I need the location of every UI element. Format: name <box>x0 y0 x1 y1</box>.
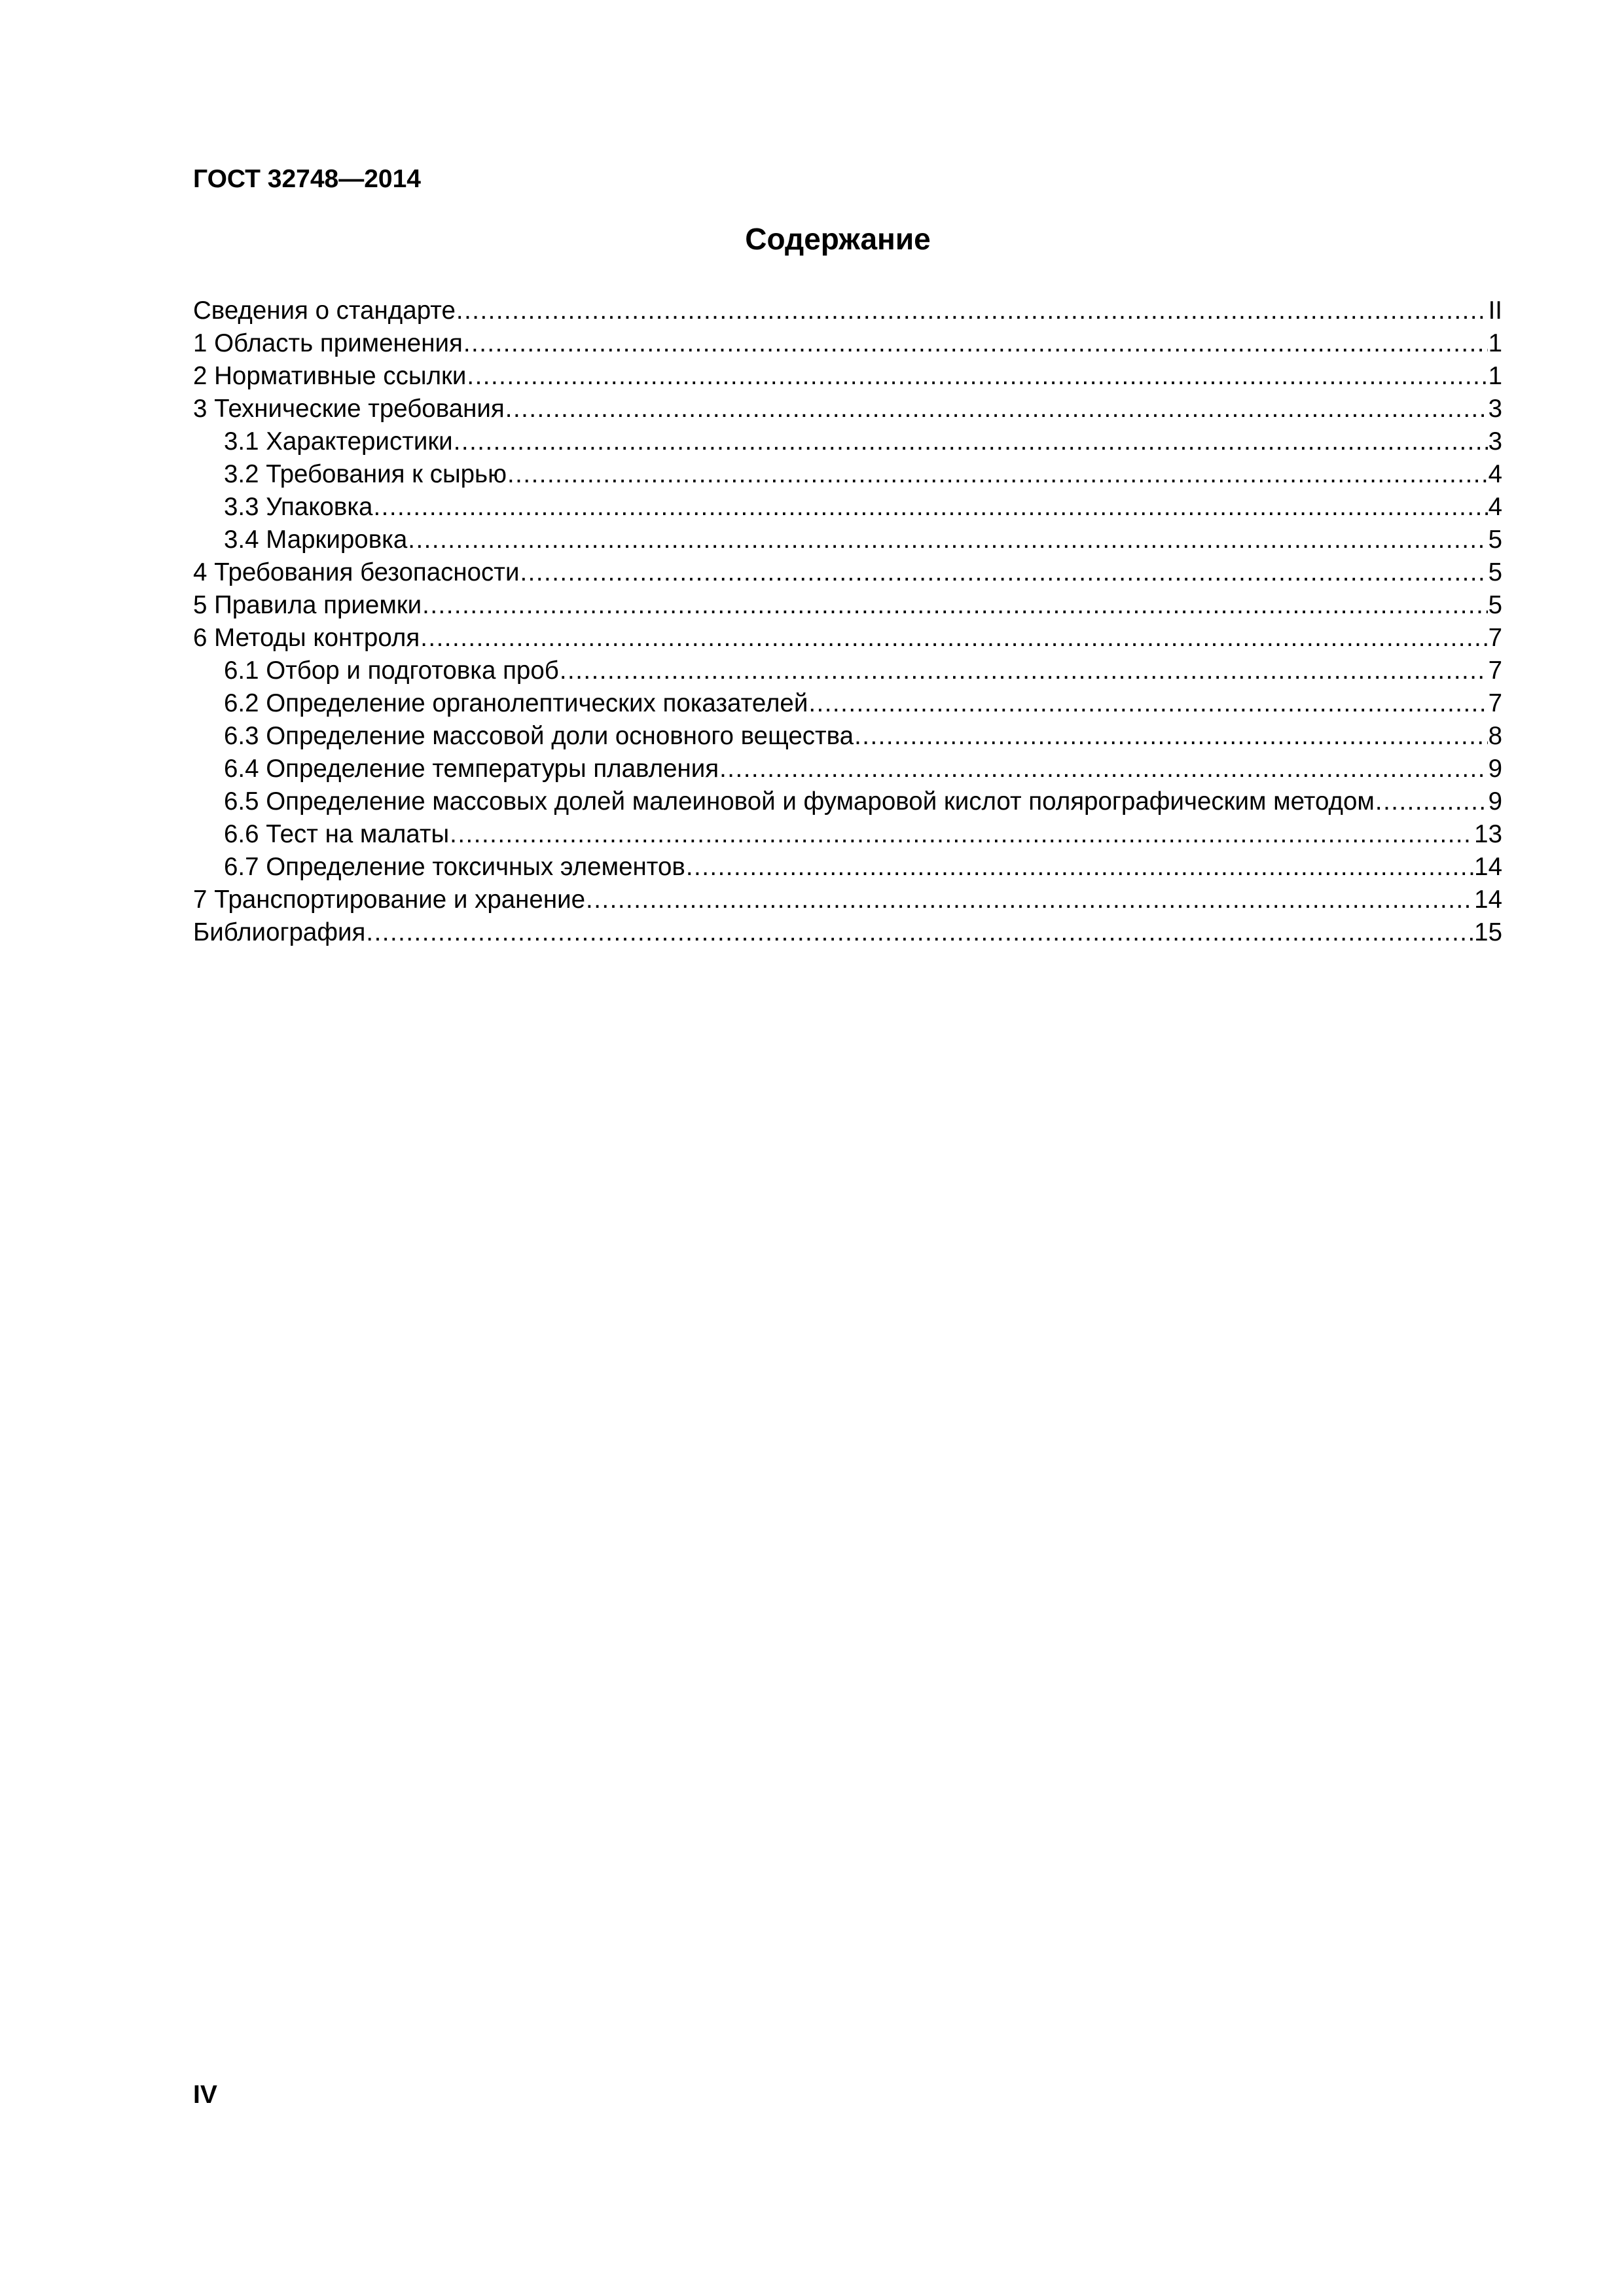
toc-entry[interactable] <box>193 720 1502 753</box>
toc-entry-label: 6.4 Определение температуры плавления <box>224 755 719 783</box>
toc-entry-page: 13 <box>1474 820 1502 848</box>
toc-entry[interactable] <box>193 327 1502 360</box>
toc-entry[interactable] <box>193 556 1502 589</box>
toc-entry-page: 8 <box>1488 722 1502 750</box>
toc-entry-label: 6.5 Определение массовых долей малеиновой и фумаровой кислот полярографическим методом <box>224 787 1375 816</box>
toc-dot-leader <box>467 360 1487 393</box>
toc-entry[interactable] <box>193 884 1502 916</box>
toc-entry-page: 14 <box>1474 886 1502 914</box>
toc-entry-page: 7 <box>1488 689 1502 717</box>
toc-entry-page: 5 <box>1488 526 1502 554</box>
toc-entry-label: 3.4 Маркировка <box>224 526 408 554</box>
toc-entry-page: 5 <box>1488 558 1502 586</box>
toc-entry[interactable] <box>193 295 1502 327</box>
toc-entry[interactable] <box>193 360 1502 393</box>
toc-dot-leader <box>420 622 1487 655</box>
toc-entry[interactable] <box>193 851 1502 884</box>
toc-entry-label: 6.6 Тест на малаты <box>224 820 450 848</box>
toc-dot-leader <box>854 720 1488 753</box>
toc-dot-leader <box>456 295 1488 327</box>
toc-entry[interactable] <box>193 425 1502 458</box>
toc-entry-page: 7 <box>1488 656 1502 685</box>
toc-entry-page: 3 <box>1488 395 1502 423</box>
page-number: IV <box>193 2081 217 2109</box>
toc-entry-page: 9 <box>1488 755 1502 783</box>
toc-dot-leader <box>586 884 1473 916</box>
toc-entry-label: 6.3 Определение массовой доли основного вещества <box>224 722 854 750</box>
table-of-contents <box>193 295 1502 949</box>
toc-entry-label: 3.2 Требования к сырью <box>224 460 507 488</box>
toc-entry-label: 6 Методы контроля <box>193 624 420 652</box>
toc-dot-leader <box>520 556 1487 589</box>
toc-entry-label: Библиография <box>193 918 366 946</box>
toc-dot-leader <box>373 491 1487 524</box>
toc-entry-page: 14 <box>1474 853 1502 881</box>
toc-entry[interactable] <box>193 687 1502 720</box>
toc-dot-leader <box>719 753 1487 785</box>
toc-entry-page: 4 <box>1488 460 1502 488</box>
toc-entry-page: 4 <box>1488 493 1502 521</box>
toc-entry-page: 7 <box>1488 624 1502 652</box>
toc-entry-page: 1 <box>1488 329 1502 357</box>
toc-entry-label: 5 Правила приемки <box>193 591 422 619</box>
toc-entry-label: 6.7 Определение токсичных элементов <box>224 853 685 881</box>
toc-entry-page: II <box>1488 296 1502 325</box>
toc-dot-leader <box>1375 785 1488 818</box>
toc-entry-label: 7 Транспортирование и хранение <box>193 886 586 914</box>
toc-entry[interactable] <box>193 818 1502 851</box>
toc-entry-label: 6.1 Отбор и подготовка проб <box>224 656 559 685</box>
toc-entry-page: 9 <box>1488 787 1502 816</box>
toc-dot-leader <box>408 524 1487 556</box>
toc-entry-label: 3 Технические требования <box>193 395 505 423</box>
toc-dot-leader <box>366 916 1473 949</box>
toc-entry[interactable] <box>193 491 1502 524</box>
toc-dot-leader <box>505 393 1488 425</box>
toc-entry[interactable] <box>193 753 1502 785</box>
toc-entry-page: 5 <box>1488 591 1502 619</box>
toc-entry-label: 4 Требования безопасности <box>193 558 520 586</box>
toc-entry-page: 15 <box>1474 918 1502 946</box>
toc-dot-leader <box>422 589 1487 622</box>
toc-entry-label: 3.1 Характеристики <box>224 427 453 456</box>
toc-entry[interactable] <box>193 655 1502 687</box>
toc-entry-label: 2 Нормативные ссылки <box>193 362 467 390</box>
toc-dot-leader <box>808 687 1487 720</box>
toc-dot-leader <box>454 425 1488 458</box>
toc-dot-leader <box>560 655 1488 687</box>
document-code: ГОСТ 32748—2014 <box>193 165 421 193</box>
toc-entry[interactable] <box>193 916 1502 949</box>
toc-title: Содержание <box>745 222 931 256</box>
toc-entry[interactable] <box>193 458 1502 491</box>
toc-dot-leader <box>507 458 1488 491</box>
toc-entry[interactable] <box>193 393 1502 425</box>
toc-entry[interactable] <box>193 622 1502 655</box>
toc-entry[interactable] <box>193 524 1502 556</box>
toc-entry-page: 3 <box>1488 427 1502 456</box>
toc-dot-leader <box>463 327 1488 360</box>
toc-entry[interactable] <box>193 785 1502 818</box>
toc-entry-label: Сведения о стандарте <box>193 296 456 325</box>
toc-entry-label: 1 Область применения <box>193 329 463 357</box>
toc-entry[interactable] <box>193 589 1502 622</box>
toc-entry-label: 6.2 Определение органолептических показателей <box>224 689 808 717</box>
toc-dot-leader <box>450 818 1473 851</box>
toc-dot-leader <box>686 851 1473 884</box>
toc-entry-page: 1 <box>1488 362 1502 390</box>
toc-entry-label: 3.3 Упаковка <box>224 493 373 521</box>
